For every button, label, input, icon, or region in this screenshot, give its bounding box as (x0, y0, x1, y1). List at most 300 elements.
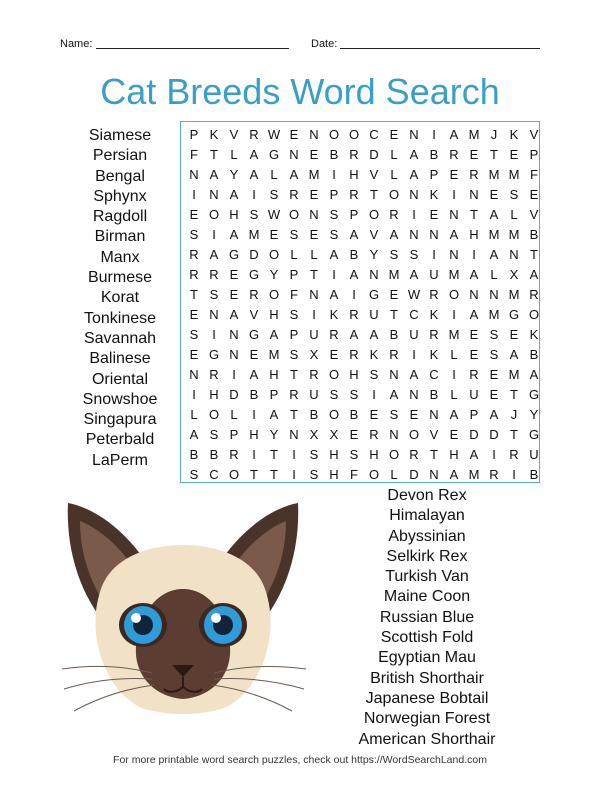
grid-letter[interactable]: Y (369, 247, 379, 262)
grid-letter[interactable]: A (469, 267, 479, 282)
grid-letter[interactable]: A (349, 327, 359, 342)
grid-letter[interactable]: S (389, 247, 399, 262)
grid-letter[interactable]: R (349, 307, 359, 322)
grid-letter[interactable]: R (389, 347, 399, 362)
grid-letter[interactable]: M (448, 327, 460, 342)
grid-letter[interactable]: L (490, 267, 498, 282)
grid-letter[interactable]: V (229, 127, 239, 142)
grid-letter[interactable]: G (528, 387, 540, 402)
grid-letter[interactable]: E (489, 387, 499, 402)
grid-letter[interactable]: I (412, 347, 416, 362)
grid-letter[interactable]: S (249, 207, 259, 222)
grid-letter[interactable]: C (209, 467, 219, 482)
grid-letter[interactable]: F (530, 167, 538, 182)
grid-letter[interactable]: E (349, 427, 359, 442)
grid-letter[interactable]: E (229, 287, 239, 302)
grid-letter[interactable]: M (508, 367, 520, 382)
grid-letter[interactable]: I (212, 327, 216, 342)
grid-letter[interactable]: R (349, 187, 359, 202)
grid-letter[interactable]: I (332, 267, 336, 282)
grid-letter[interactable]: R (489, 467, 499, 482)
grid-letter[interactable]: M (488, 227, 500, 242)
grid-letter[interactable]: I (452, 367, 456, 382)
grid-letter[interactable]: C (409, 307, 419, 322)
grid-letter[interactable]: E (489, 187, 499, 202)
grid-letter[interactable]: A (489, 407, 499, 422)
grid-letter[interactable]: L (510, 207, 518, 222)
grid-letter[interactable]: E (529, 187, 539, 202)
grid-letter[interactable]: M (448, 267, 460, 282)
grid-letter[interactable]: H (209, 387, 219, 402)
grid-letter[interactable]: O (448, 287, 460, 302)
name-line[interactable] (96, 48, 289, 49)
grid-letter[interactable]: P (289, 267, 299, 282)
grid-letter[interactable]: H (329, 447, 339, 462)
grid-letter[interactable]: F (350, 467, 358, 482)
grid-letter[interactable]: T (210, 147, 218, 162)
grid-letter[interactable]: O (408, 427, 420, 442)
grid-letter[interactable]: I (352, 287, 356, 302)
grid-letter[interactable]: B (349, 407, 359, 422)
grid-letter[interactable]: O (328, 407, 340, 422)
grid-letter[interactable]: M (268, 347, 280, 362)
grid-letter[interactable]: A (489, 207, 499, 222)
grid-letter[interactable]: M (248, 227, 260, 242)
grid-letter[interactable]: P (189, 127, 199, 142)
grid-letter[interactable]: Y (229, 167, 239, 182)
grid-letter[interactable]: D (369, 147, 379, 162)
grid-letter[interactable]: A (449, 227, 459, 242)
grid-letter[interactable]: A (329, 247, 339, 262)
grid-letter[interactable]: P (529, 147, 539, 162)
grid-letter[interactable]: T (490, 147, 498, 162)
grid-letter[interactable]: B (329, 147, 339, 162)
grid-letter[interactable]: I (452, 307, 456, 322)
grid-letter[interactable]: N (209, 187, 219, 202)
grid-letter[interactable]: E (389, 287, 399, 302)
grid-letter[interactable]: U (309, 387, 319, 402)
grid-letter[interactable]: S (289, 347, 299, 362)
grid-letter[interactable]: O (388, 447, 400, 462)
grid-letter[interactable]: G (508, 307, 520, 322)
grid-letter[interactable]: E (369, 407, 379, 422)
grid-letter[interactable]: N (429, 407, 439, 422)
grid-letter[interactable]: H (249, 427, 259, 442)
grid-letter[interactable]: R (389, 207, 399, 222)
grid-letter[interactable]: E (429, 207, 439, 222)
grid-letter[interactable]: R (209, 267, 219, 282)
grid-letter[interactable]: N (509, 247, 519, 262)
grid-letter[interactable]: M (388, 267, 400, 282)
grid-letter[interactable]: E (469, 327, 479, 342)
grid-letter[interactable]: N (369, 267, 379, 282)
grid-letter[interactable]: N (289, 147, 299, 162)
grid-letter[interactable]: T (290, 367, 298, 382)
grid-letter[interactable]: I (472, 247, 476, 262)
grid-letter[interactable]: I (412, 207, 416, 222)
grid-letter[interactable]: I (452, 187, 456, 202)
grid-letter[interactable]: G (268, 147, 280, 162)
grid-letter[interactable]: G (208, 347, 220, 362)
grid-letter[interactable]: E (449, 167, 459, 182)
grid-letter[interactable]: P (229, 427, 239, 442)
grid-letter[interactable]: D (409, 467, 419, 482)
grid-letter[interactable]: S (309, 447, 319, 462)
grid-letter[interactable]: W (407, 287, 421, 302)
grid-letter[interactable]: T (250, 467, 258, 482)
grid-letter[interactable]: O (368, 207, 380, 222)
grid-letter[interactable]: E (189, 307, 199, 322)
grid-letter[interactable]: R (289, 187, 299, 202)
grid-letter[interactable]: N (429, 467, 439, 482)
grid-letter[interactable]: A (269, 327, 279, 342)
grid-letter[interactable]: F (290, 287, 298, 302)
grid-letter[interactable]: G (248, 267, 260, 282)
grid-letter[interactable]: U (369, 307, 379, 322)
grid-letter[interactable]: N (429, 227, 439, 242)
grid-letter[interactable]: U (409, 327, 419, 342)
grid-letter[interactable]: L (230, 147, 238, 162)
grid-letter[interactable]: S (309, 467, 319, 482)
grid-letter[interactable]: K (429, 307, 439, 322)
grid-letter[interactable]: R (289, 387, 299, 402)
grid-letter[interactable]: R (329, 327, 339, 342)
grid-letter[interactable]: S (349, 447, 359, 462)
grid-letter[interactable]: A (269, 407, 279, 422)
grid-letter[interactable]: K (529, 327, 539, 342)
grid-letter[interactable]: I (432, 247, 436, 262)
grid-letter[interactable]: H (469, 227, 479, 242)
grid-letter[interactable]: A (389, 387, 399, 402)
grid-letter[interactable]: D (489, 427, 499, 442)
grid-letter[interactable]: I (312, 307, 316, 322)
grid-letter[interactable]: U (429, 267, 439, 282)
grid-letter[interactable]: N (469, 187, 479, 202)
grid-letter[interactable]: H (349, 167, 359, 182)
grid-letter[interactable]: N (449, 247, 459, 262)
grid-letter[interactable]: H (269, 307, 279, 322)
grid-letter[interactable]: I (492, 447, 496, 462)
grid-letter[interactable]: E (309, 147, 319, 162)
grid-letter[interactable]: M (468, 467, 480, 482)
grid-letter[interactable]: E (189, 347, 199, 362)
grid-letter[interactable]: W (267, 127, 281, 142)
grid-letter[interactable]: L (230, 407, 238, 422)
grid-letter[interactable]: N (409, 127, 419, 142)
grid-letter[interactable]: I (212, 227, 216, 242)
grid-letter[interactable]: R (249, 287, 259, 302)
grid-letter[interactable]: T (510, 387, 518, 402)
grid-letter[interactable]: V (429, 427, 439, 442)
grid-letter[interactable]: O (388, 187, 400, 202)
grid-letter[interactable]: N (469, 287, 479, 302)
grid-letter[interactable]: A (229, 307, 239, 322)
grid-letter[interactable]: N (389, 427, 399, 442)
grid-letter[interactable]: K (509, 127, 519, 142)
grid-letter[interactable]: M (488, 307, 500, 322)
grid-letter[interactable]: E (409, 407, 419, 422)
grid-letter[interactable]: L (270, 167, 278, 182)
grid-letter[interactable]: R (309, 367, 319, 382)
grid-letter[interactable]: N (189, 167, 199, 182)
grid-letter[interactable]: R (429, 327, 439, 342)
grid-letter[interactable]: A (209, 167, 219, 182)
grid-letter[interactable]: A (509, 347, 519, 362)
grid-letter[interactable]: T (270, 467, 278, 482)
grid-letter[interactable]: S (189, 467, 199, 482)
grid-letter[interactable]: A (489, 247, 499, 262)
grid-letter[interactable]: P (289, 327, 299, 342)
grid-letter[interactable]: N (229, 327, 239, 342)
grid-letter[interactable]: P (329, 187, 339, 202)
grid-letter[interactable]: Y (269, 267, 279, 282)
grid-letter[interactable]: Y (529, 407, 539, 422)
grid-letter[interactable]: A (449, 127, 459, 142)
grid-letter[interactable]: I (192, 387, 196, 402)
grid-letter[interactable]: R (189, 247, 199, 262)
grid-letter[interactable]: R (349, 147, 359, 162)
grid-letter[interactable]: O (208, 407, 220, 422)
grid-letter[interactable]: E (509, 147, 519, 162)
grid-letter[interactable]: S (209, 427, 219, 442)
grid-letter[interactable]: B (429, 147, 439, 162)
grid-letter[interactable]: A (469, 447, 479, 462)
grid-letter[interactable]: A (529, 367, 539, 382)
grid-letter[interactable]: P (269, 387, 279, 402)
grid-letter[interactable]: N (309, 287, 319, 302)
grid-letter[interactable]: D (249, 247, 259, 262)
grid-letter[interactable]: S (189, 327, 199, 342)
grid-letter[interactable]: A (449, 467, 459, 482)
grid-letter[interactable]: O (288, 207, 300, 222)
grid-letter[interactable]: B (349, 247, 359, 262)
grid-letter[interactable]: R (409, 447, 419, 462)
grid-letter[interactable]: I (512, 467, 516, 482)
grid-letter[interactable]: V (369, 167, 379, 182)
grid-letter[interactable]: D (469, 427, 479, 442)
grid-letter[interactable]: N (189, 367, 199, 382)
grid-letter[interactable]: T (390, 307, 398, 322)
grid-letter[interactable]: L (390, 147, 398, 162)
grid-letter[interactable]: T (470, 207, 478, 222)
grid-letter[interactable]: R (509, 447, 519, 462)
grid-letter[interactable]: E (269, 227, 279, 242)
grid-letter[interactable]: A (529, 267, 539, 282)
grid-letter[interactable]: E (189, 207, 199, 222)
grid-letter[interactable]: W (267, 207, 281, 222)
grid-letter[interactable]: M (508, 287, 520, 302)
grid-letter[interactable]: O (348, 127, 360, 142)
grid-letter[interactable]: T (510, 427, 518, 442)
grid-letter[interactable]: K (429, 347, 439, 362)
grid-letter[interactable]: G (368, 287, 380, 302)
grid-letter[interactable]: S (269, 187, 279, 202)
grid-letter[interactable]: O (368, 467, 380, 482)
grid-letter[interactable]: X (309, 347, 319, 362)
grid-letter[interactable]: B (429, 387, 439, 402)
grid-letter[interactable]: L (390, 167, 398, 182)
grid-letter[interactable]: A (389, 227, 399, 242)
grid-letter[interactable]: A (469, 307, 479, 322)
grid-letter[interactable]: I (252, 447, 256, 462)
grid-letter[interactable]: B (309, 407, 319, 422)
grid-letter[interactable]: N (289, 427, 299, 442)
grid-letter[interactable]: H (329, 467, 339, 482)
grid-letter[interactable]: I (192, 187, 196, 202)
grid-letter[interactable]: E (389, 127, 399, 142)
grid-letter[interactable]: N (209, 307, 219, 322)
grid-letter[interactable]: A (409, 367, 419, 382)
grid-letter[interactable]: H (369, 447, 379, 462)
grid-letter[interactable]: R (429, 287, 439, 302)
grid-letter[interactable]: S (329, 207, 339, 222)
grid-letter[interactable]: U (529, 447, 539, 462)
grid-letter[interactable]: R (449, 147, 459, 162)
grid-letter[interactable]: S (389, 407, 399, 422)
grid-letter[interactable]: A (349, 227, 359, 242)
grid-letter[interactable]: R (529, 287, 539, 302)
grid-letter[interactable]: O (268, 287, 280, 302)
grid-letter[interactable]: P (469, 407, 479, 422)
grid-letter[interactable]: A (249, 367, 259, 382)
grid-letter[interactable]: R (469, 367, 479, 382)
grid-letter[interactable]: U (309, 327, 319, 342)
grid-letter[interactable]: S (349, 387, 359, 402)
grid-letter[interactable]: M (508, 167, 520, 182)
grid-letter[interactable]: X (509, 267, 519, 282)
grid-letter[interactable]: L (390, 467, 398, 482)
grid-letter[interactable]: P (429, 167, 439, 182)
grid-letter[interactable]: A (449, 407, 459, 422)
grid-letter[interactable]: I (372, 387, 376, 402)
grid-letter[interactable]: L (450, 347, 458, 362)
grid-letter[interactable]: A (289, 167, 299, 182)
grid-letter[interactable]: T (310, 267, 318, 282)
grid-letter[interactable]: O (328, 367, 340, 382)
grid-letter[interactable]: S (489, 347, 499, 362)
grid-letter[interactable]: N (309, 207, 319, 222)
grid-letter[interactable]: A (409, 167, 419, 182)
grid-letter[interactable]: E (249, 347, 259, 362)
grid-letter[interactable]: T (370, 187, 378, 202)
grid-letter[interactable]: R (249, 127, 259, 142)
grid-letter[interactable]: R (369, 427, 379, 442)
grid-letter[interactable]: Y (269, 427, 279, 442)
grid-letter[interactable]: B (529, 467, 539, 482)
grid-letter[interactable]: K (429, 187, 439, 202)
grid-letter[interactable]: V (529, 127, 539, 142)
grid-letter[interactable]: N (449, 207, 459, 222)
grid-letter[interactable]: A (369, 327, 379, 342)
grid-letter[interactable]: K (369, 347, 379, 362)
grid-letter[interactable]: A (409, 147, 419, 162)
grid-letter[interactable]: G (248, 327, 260, 342)
grid-letter[interactable]: R (469, 167, 479, 182)
grid-letter[interactable]: O (328, 127, 340, 142)
grid-letter[interactable]: S (409, 247, 419, 262)
grid-letter[interactable]: B (189, 447, 199, 462)
grid-letter[interactable]: D (229, 387, 239, 402)
grid-letter[interactable]: E (449, 427, 459, 442)
grid-letter[interactable]: H (229, 207, 239, 222)
grid-letter[interactable]: S (209, 287, 219, 302)
grid-letter[interactable]: V (369, 227, 379, 242)
grid-letter[interactable]: G (528, 427, 540, 442)
grid-letter[interactable]: S (369, 367, 379, 382)
grid-letter[interactable]: L (310, 247, 318, 262)
grid-letter[interactable]: M (308, 167, 320, 182)
grid-letter[interactable]: R (349, 347, 359, 362)
grid-letter[interactable]: M (508, 227, 520, 242)
grid-letter[interactable]: J (510, 407, 518, 422)
grid-letter[interactable]: B (209, 447, 219, 462)
grid-letter[interactable]: F (190, 147, 198, 162)
grid-letter[interactable]: A (229, 227, 239, 242)
grid-letter[interactable]: E (329, 347, 339, 362)
grid-letter[interactable]: E (469, 147, 479, 162)
grid-letter[interactable]: L (290, 247, 298, 262)
grid-letter[interactable]: I (292, 447, 296, 462)
grid-letter[interactable]: S (509, 187, 519, 202)
grid-letter[interactable]: V (249, 307, 259, 322)
grid-letter[interactable]: O (528, 307, 540, 322)
grid-letter[interactable]: T (290, 407, 298, 422)
grid-letter[interactable]: A (349, 267, 359, 282)
grid-letter[interactable]: J (490, 127, 498, 142)
grid-letter[interactable]: E (289, 127, 299, 142)
grid-letter[interactable]: X (309, 427, 319, 442)
grid-letter[interactable]: H (449, 447, 459, 462)
grid-letter[interactable]: H (269, 367, 279, 382)
grid-letter[interactable]: A (209, 247, 219, 262)
grid-letter[interactable]: M (488, 167, 500, 182)
grid-letter[interactable]: O (228, 467, 240, 482)
grid-letter[interactable]: B (389, 327, 399, 342)
grid-letter[interactable]: N (309, 127, 319, 142)
grid-letter[interactable]: N (409, 387, 419, 402)
grid-letter[interactable]: T (190, 287, 198, 302)
grid-letter[interactable]: M (468, 127, 480, 142)
grid-letter[interactable]: I (252, 407, 256, 422)
grid-letter[interactable]: E (229, 267, 239, 282)
grid-letter[interactable]: A (329, 287, 339, 302)
grid-letter[interactable]: H (349, 367, 359, 382)
grid-letter[interactable]: N (229, 347, 239, 362)
grid-letter[interactable]: U (469, 387, 479, 402)
grid-letter[interactable]: C (369, 127, 379, 142)
grid-letter[interactable]: S (189, 227, 199, 242)
grid-letter[interactable]: B (529, 227, 539, 242)
grid-letter[interactable]: A (189, 427, 199, 442)
grid-letter[interactable]: R (189, 267, 199, 282)
grid-letter[interactable]: N (389, 367, 399, 382)
grid-letter[interactable]: L (190, 407, 198, 422)
grid-letter[interactable]: K (329, 307, 339, 322)
grid-letter[interactable]: O (268, 247, 280, 262)
grid-letter[interactable]: X (329, 427, 339, 442)
grid-letter[interactable]: L (450, 387, 458, 402)
grid-letter[interactable]: P (349, 207, 359, 222)
grid-letter[interactable]: E (509, 327, 519, 342)
grid-letter[interactable]: C (429, 367, 439, 382)
grid-letter[interactable]: G (228, 247, 240, 262)
grid-letter[interactable]: S (329, 387, 339, 402)
grid-letter[interactable]: R (209, 367, 219, 382)
grid-letter[interactable]: A (249, 167, 259, 182)
grid-letter[interactable]: S (329, 227, 339, 242)
grid-letter[interactable]: B (529, 347, 539, 362)
grid-letter[interactable]: A (249, 147, 259, 162)
